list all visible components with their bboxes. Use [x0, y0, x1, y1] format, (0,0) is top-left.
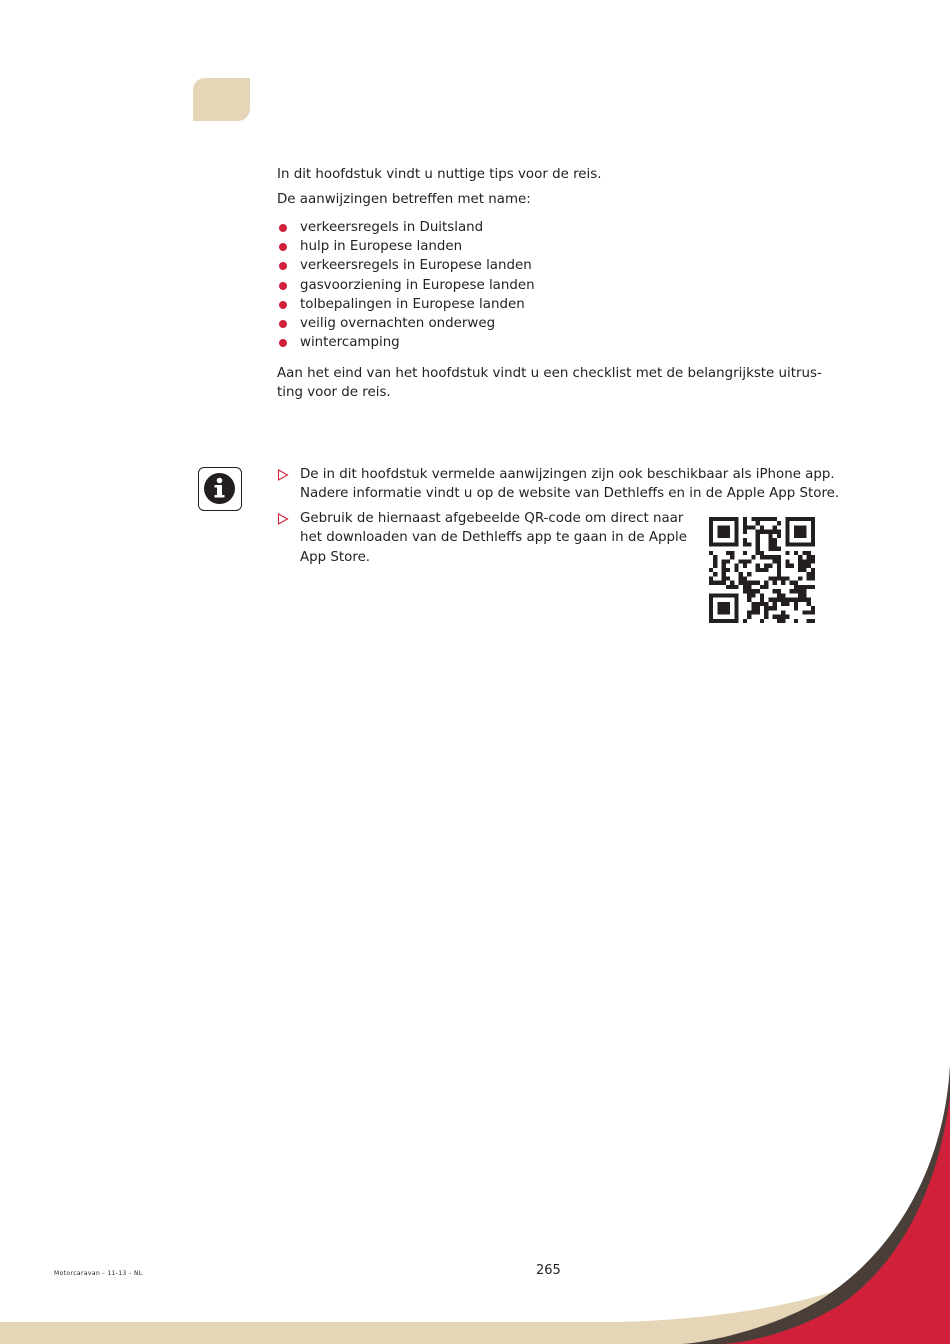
list-item: gasvoorziening in Europese landen	[277, 276, 535, 295]
list-item: veilig overnachten onderweg	[277, 314, 535, 333]
closing-line-1: Aan het eind van het hoofdstuk vindt u een checklist met de belangrijkste uitrus-	[277, 366, 822, 381]
intro-line-1: In dit hoofdstuk vindt u nuttige tips voor de reis.	[277, 167, 602, 182]
note-1-line-2: Nadere informatie vindt u op de website van Dethleffs en in de Apple App Store.	[300, 486, 840, 502]
list-item: verkeersregels in Europese landen	[277, 256, 535, 275]
note-2-line-1: Gebruik de hiernaast afgebeelde QR-code om direct naar	[300, 511, 684, 526]
note-2-line-2: het downloaden van de Dethleffs app te gaan in de Apple	[300, 530, 687, 546]
closing-line-2: ting voor de reis.	[277, 385, 391, 400]
intro-line-2: De aanwijzingen betreffen met name:	[277, 192, 531, 207]
list-item: verkeersregels in Duitsland	[277, 218, 535, 237]
list-item: hulp in Europese landen	[277, 237, 535, 256]
list-item: wintercamping	[277, 333, 535, 352]
note-2-line-3: App Store.	[300, 549, 371, 565]
note-1-line-1: De in dit hoofdstuk vermelde aanwijzingen zijn ook beschikbaar als iPhone app.	[300, 467, 835, 482]
list-item: tolbepalingen in Europese landen	[277, 295, 535, 314]
document-code: Motorcaravan - 11-13 - NL	[54, 1270, 143, 1277]
page-number: 265	[536, 1263, 561, 1278]
